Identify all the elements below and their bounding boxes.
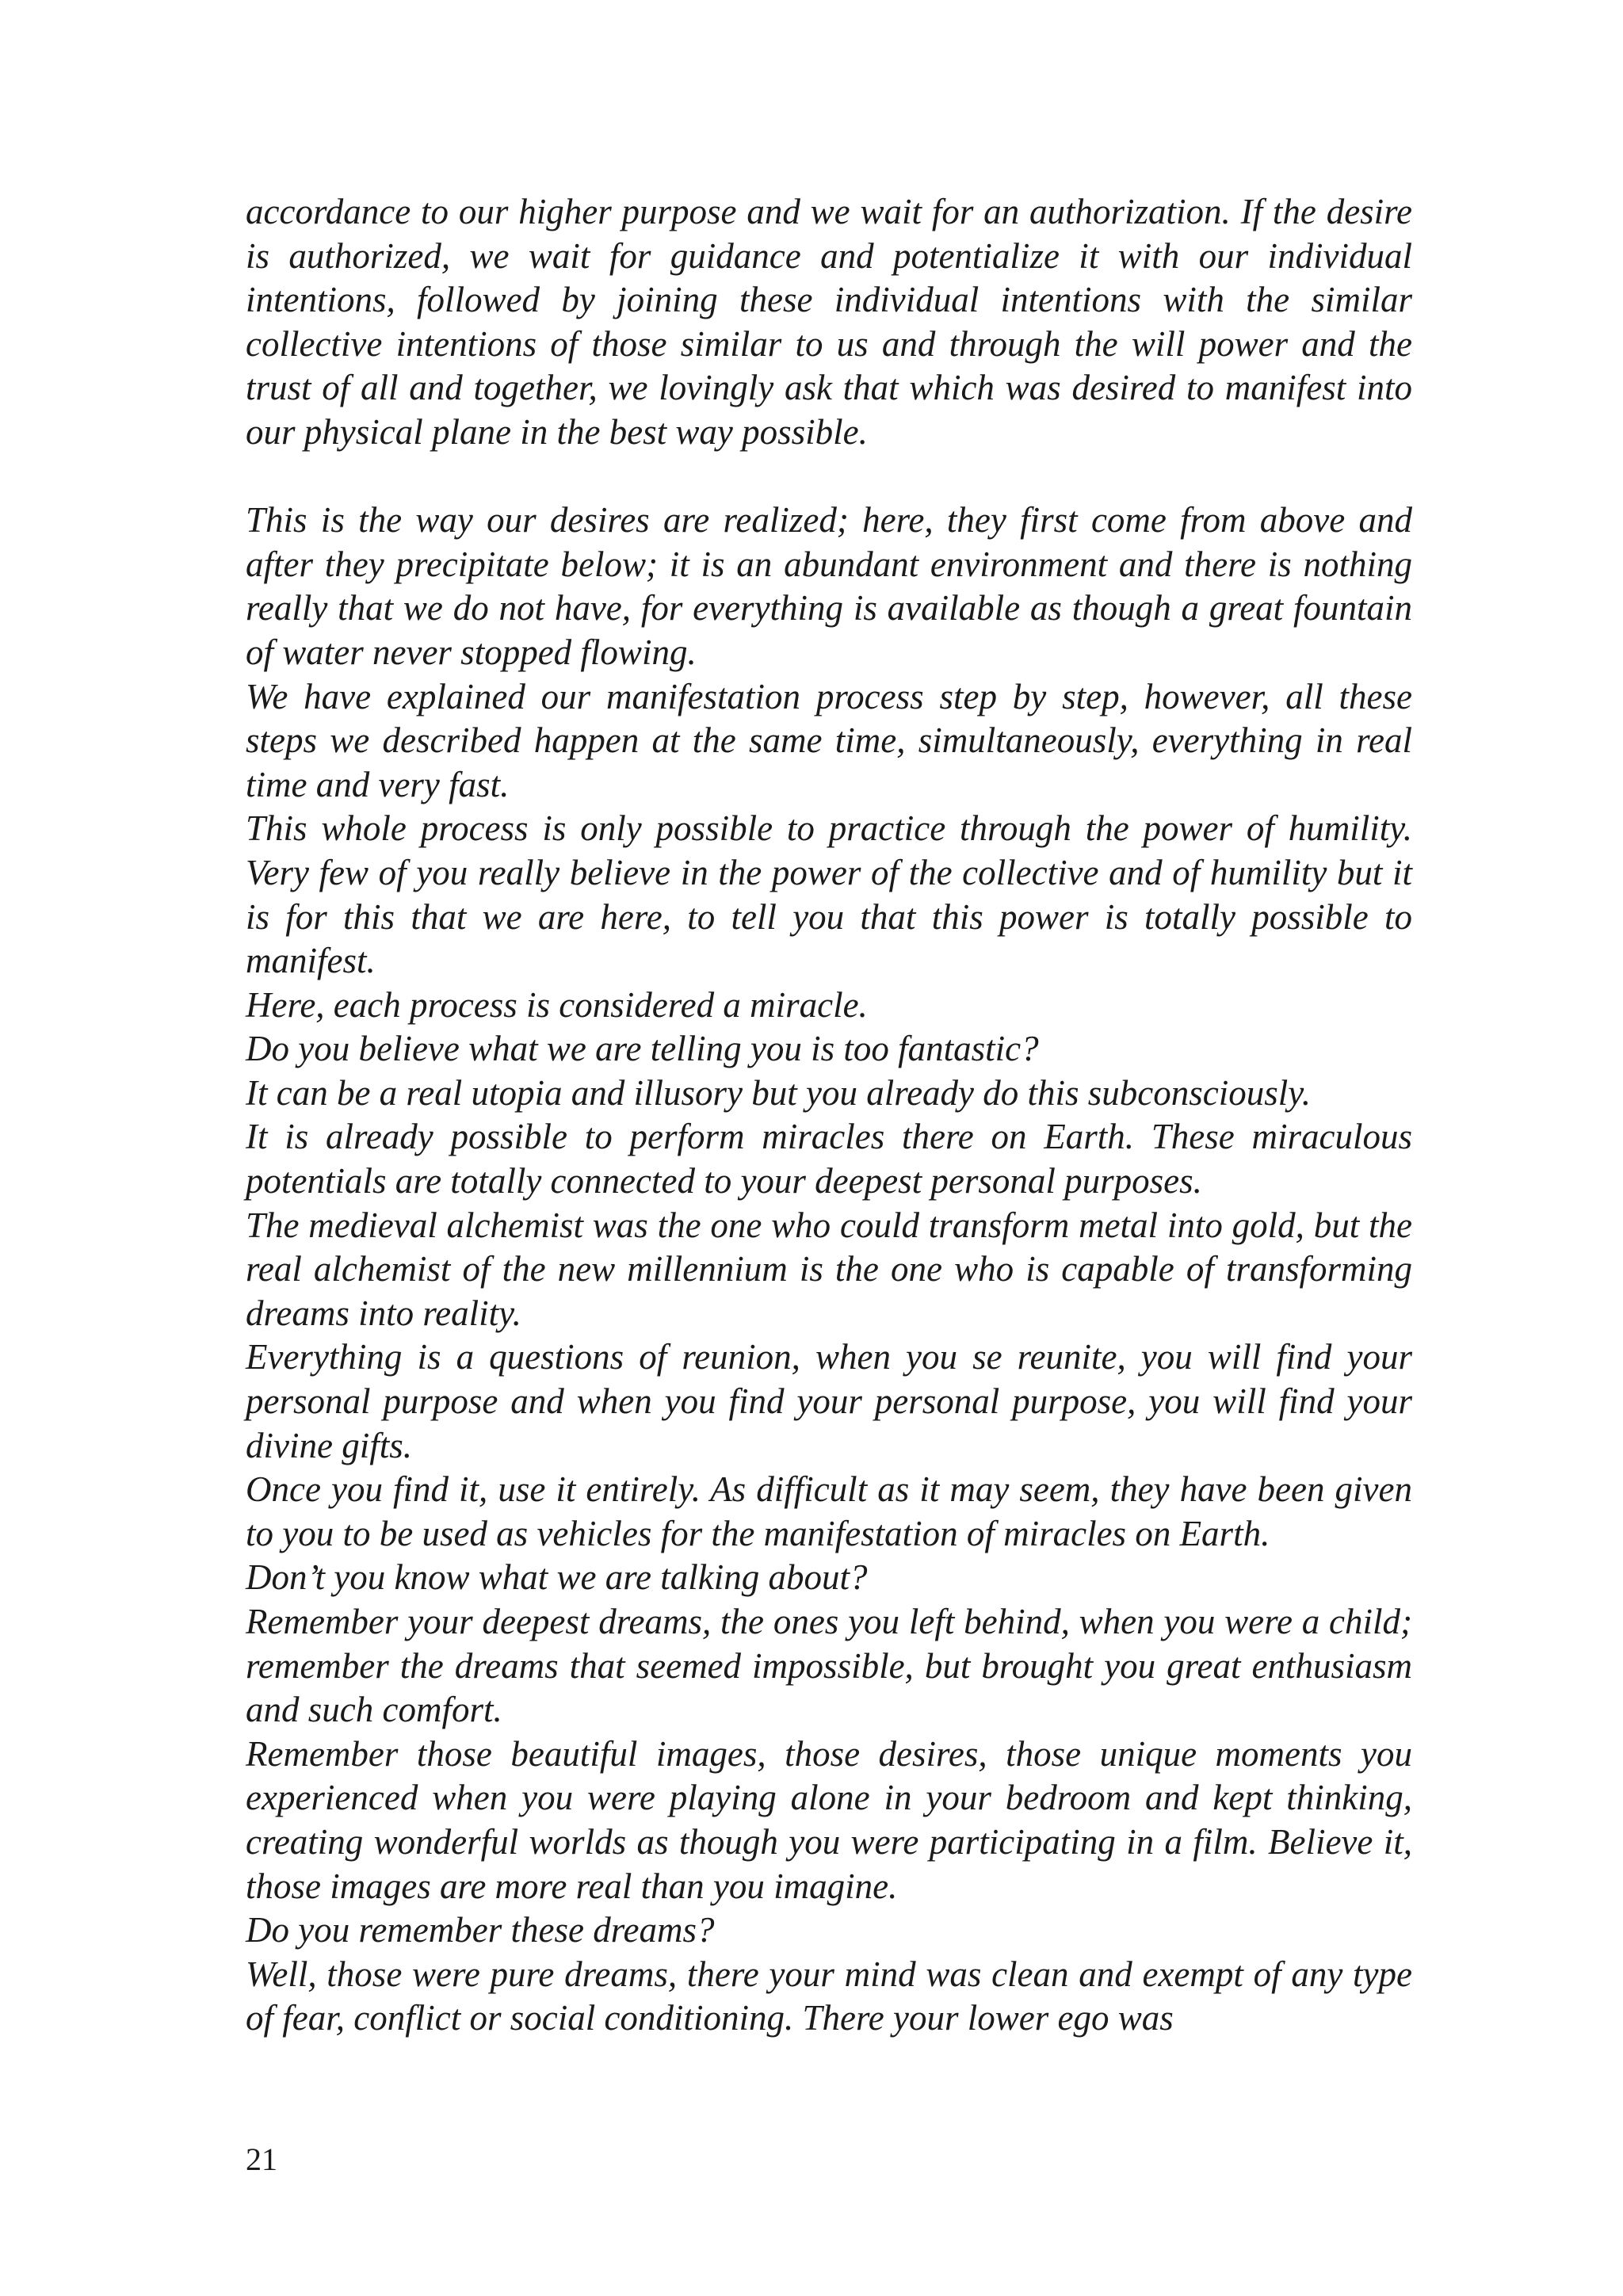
paragraph: Well, those were pure dreams, there your mind was clean and exempt of any type of fear, conflict or social conditioning. There your lower ego was bbox=[246, 1954, 1412, 2038]
paragraph: Remember those beautiful images, those desires, those unique moments you experienced when you were playing alone in your bedroom and kept thinking, creating wonderful worlds as though you were participating in a film. Believe it, those images are more real than you imagine. bbox=[246, 1733, 1412, 1906]
paragraph: We have explained our manifestation process step by step, however, all these steps we described happen at the same time, simultaneously, everything in real time and very fast. bbox=[246, 676, 1412, 804]
paragraph: The medieval alchemist was the one who could transform metal into gold, but the real alchemist of the new millennium is the one who is capable of transforming dreams into reality. bbox=[246, 1205, 1412, 1333]
paragraph: Do you believe what we are telling you is too fantastic? bbox=[246, 1029, 1039, 1069]
paragraph: accordance to our higher purpose and we wait for an authorization. If the desire is authorized, we wait for guidance and potentialize it with our individual intentions, followed by joining these individual intentions with the similar collective intentions of those similar to us and through the will power and the trust of all and together, we lovingly ask that which was desired to manifest into our physical plane in the best way possible. bbox=[246, 192, 1412, 452]
body-text bbox=[246, 190, 1412, 2041]
paragraph: Here, each process is considered a miracle. bbox=[246, 984, 868, 1025]
paragraph: This is the way our desires are realized; here, they first come from above and after they precipitate below; it is an abundant environment and there is nothing really that we do not have, for everything is available as though a great fountain of water never stopped flowing. bbox=[246, 500, 1412, 672]
paragraph: It can be a real utopia and illusory but you already do this subconsciously. bbox=[246, 1072, 1312, 1113]
paragraph: Don’t you know what we are talking about? bbox=[246, 1557, 868, 1598]
paragraph: This whole process is only possible to practice through the power of humility. Very few of you really believe in the power of the collective and of humility but it is for this that we are here, to tell you that this power is totally possible to manifest. bbox=[246, 808, 1412, 981]
page-number: 21 bbox=[246, 2141, 277, 2177]
paragraph: It is already possible to perform miracles there on Earth. These miraculous potentials are totally connected to your deepest personal purposes. bbox=[246, 1117, 1412, 1201]
paragraph: Do you remember these dreams? bbox=[246, 1910, 715, 1950]
paragraph: Once you find it, use it entirely. As difficult as it may seem, they have been given to you to be used as vehicles for the manifestation of miracles on Earth. bbox=[246, 1469, 1412, 1553]
paragraph: Remember your deepest dreams, the ones you left behind, when you were a child; remember the dreams that seemed impossible, but brought you great enthusiasm and such comfort. bbox=[246, 1602, 1412, 1730]
paragraph: Everything is a questions of reunion, when you se reunite, you will find your personal purpose and when you find your personal purpose, you will find your divine gifts. bbox=[246, 1337, 1412, 1465]
